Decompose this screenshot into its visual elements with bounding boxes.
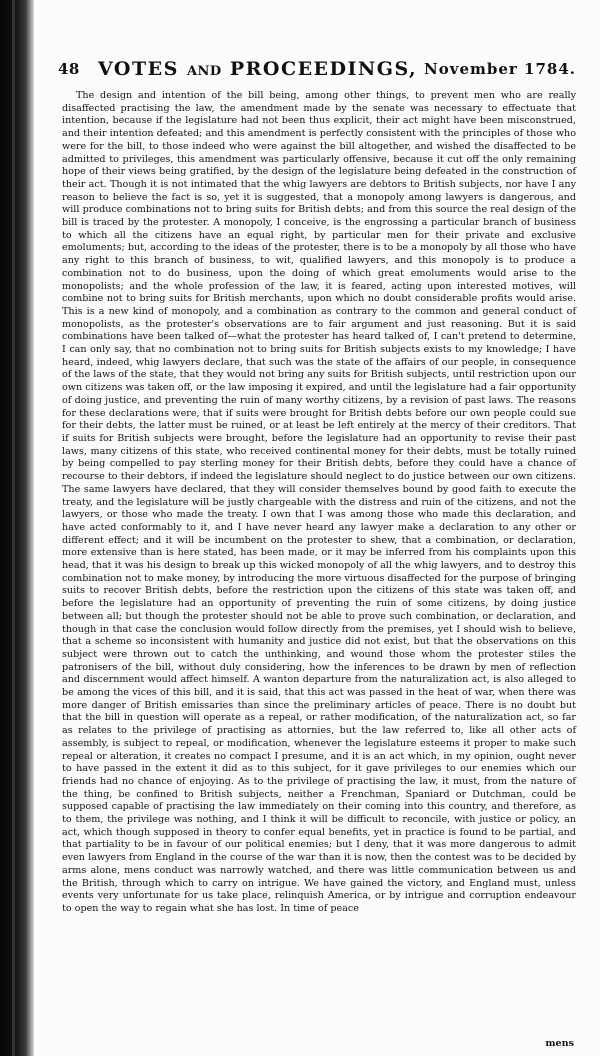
running-date: November 1784. [424,60,576,78]
page-header [58,58,576,86]
spine-streak [12,0,15,1056]
body-paragraph: The design and intention of the bill being, among other things, to prevent men who are really disaffected practising the law, the amendment made by the senate was necessary to effectuate that intention, because if the legislature had not been thus explicit, their act might have been misconstrued, and their intention defeated; and this amendment is perfectly consistent with the principles of those who were for the bill, to those indeed who were against the bill altogether, and wished the disaffected to be admitted to privileges, this amendment was particularly offensive, because it cut off the only remaining hope of their views being gratified, by the design of the legislature being defeated in the construction of their act. Though it is not intimated that the whig lawyers are debtors to British subjects, nor have I any reason to believe the fact is so, yet it is suggested, that a monopoly among lawyers is dangerous, and will produce combinations not to bring suits for British debts; and from this source the real design of the bill is traced by the protester. A monopoly, I conceive, is the engrossing a particular branch of business to which all the citizens have an equal right, by particular men for their private and exclusive emoluments; but, according to the ideas of the protester, there is to be a monopoly by all those who have any right to this branch of business, to wit, qualified lawyers, and this monopoly is to produce a combination not to do business, upon the doing of which great emoluments would arise to the monopolists; and the whole profession of the law, it is feared, acting upon interested motives, will combine not to bring suits for British merchants, upon which no doubt considerable profits would arise. This is a new kind of monopoly, and a combination as contrary to the common and general conduct of monopolists, as the protester's observations are to fair argument and just reasoning. But it is said combinations have been talked of—what the protester has heard talked of, I can't pretend to determine, I can only say, that no combination not to bring suits for British subjects exists to my knowledge; I have heard, indeed, whig lawyers declare, that such was the state of the affairs of our people, in consequence of the laws of the state, that they would not bring any suits for British subjects, until restriction upon our own citizens was taken off, or the law imposing it expired, and until the legislature had a fair opportunity of doing justice, and preventing the ruin of many worthy citizens, by a revision of past laws. The reasons for these declarations were, that if suits were brought for British debts before our own people could sue for their debts, the latter must be ruined, or at least be left entirely at the mercy of their creditors. That if suits for British subjects were brought, before the legislature had an opportunity to revise their past laws, many citizens of this state, who received continental money for their debts, must be totally ruined by being compelled to pay sterling money for their British debts, before they could have a chance of recourse to their debtors, if indeed the legislature should neglect to do justice between our own citizens. The same lawyers have declared, that they will consider themselves bound by good faith to execute the treaty, and the legislature will be justly chargeable with the distress and ruin of the citizens, and not the lawyers, or those who made the treaty. I own that I was among those who made this declaration, and have acted conformably to it, and I have never heard any lawyer make a declaration to any other or different effect; and it will be incumbent on the protester to shew, that a combination, or declaration, more extensive than is here stated, has been made, or it may be inferred from his complaints upon this head, that it was his design to break up this wicked monopoly of all the whig lawyers, and to destroy this combination not to make money, by introducing the more virtuous disaffected for the purpose of bringing suits to recover British debts, before the restriction upon the citizens of this state was taken off, and before the legislature had an opportunity of preventing the ruin of some citizens, by doing justice between all; but though the protester should not be able to prove such combination, or declaration, and though in that case the conclusion would follow directly from the premises, yet I should wish to believe, that a scheme so inconsistent with humanity and justice did not exist, but that the observations on this subject were thrown out to catch the unthinking, and wound those whom the protester stiles the patronisers of the bill, without duly considering, how the inferences to be drawn by men of reflection and discernment would affect himself. A wanton departure from the naturalization act, is also alleged to be among the vices of this bill, and it is said, that this act was passed in the heat of war, when there was more danger of British emissaries than since the preliminary articles of peace. There is no doubt but that the bill in question will operate as a repeal, or rather modification, of the naturalization act, so far as relates to the privilege of practising as attornies, but the law referred to, like all other acts of assembly, is subject to repeal, or modification, whenever the legislature esteems it proper to make such repeal or alteration, it creates no compact I presume, and it is an act which, in my opinion, ought never to have passed in the extent it did as to this subject, for it gave privileges to our enemies which our friends had no chance of enjoying. As to the privilege of practising the law, it must, from the nature of the thing, be confined to British subjects, neither a Frenchman, Spaniard or Dutchman, could be supposed capable of practising the law immediately on their coming into this country, and therefore, as to them, the privilege was nothing, and I think it will be difficult to reconcile, with justice or policy, an act, which though supposed in theory to confer equal benefits, yet in practice is found to be partial, and that partiality to be in favour of our political enemies; but I deny, that it was more dangerous to admit even lawyers from England in the course of the war than it is now, then the contest was to be decided by arms alone, mens conduct was narrowly watched, and there was little communication between us and the British, through which to carry on intrigue. We have gained the victory, and England must, unless events very unfortunate for us take place, relinquish America, or by intrigue and corruption endeavour to open the way to regain what she has lost. In time of peace [62,90,576,914]
title-and: AND [186,64,222,79]
running-title [98,58,417,80]
title-proceedings: PROCEEDINGS, [229,58,418,80]
page-number: 48 [58,60,80,78]
catchword: mens [545,1038,574,1049]
title-votes: VOTES [98,58,179,80]
book-spine-shadow [0,0,34,1056]
